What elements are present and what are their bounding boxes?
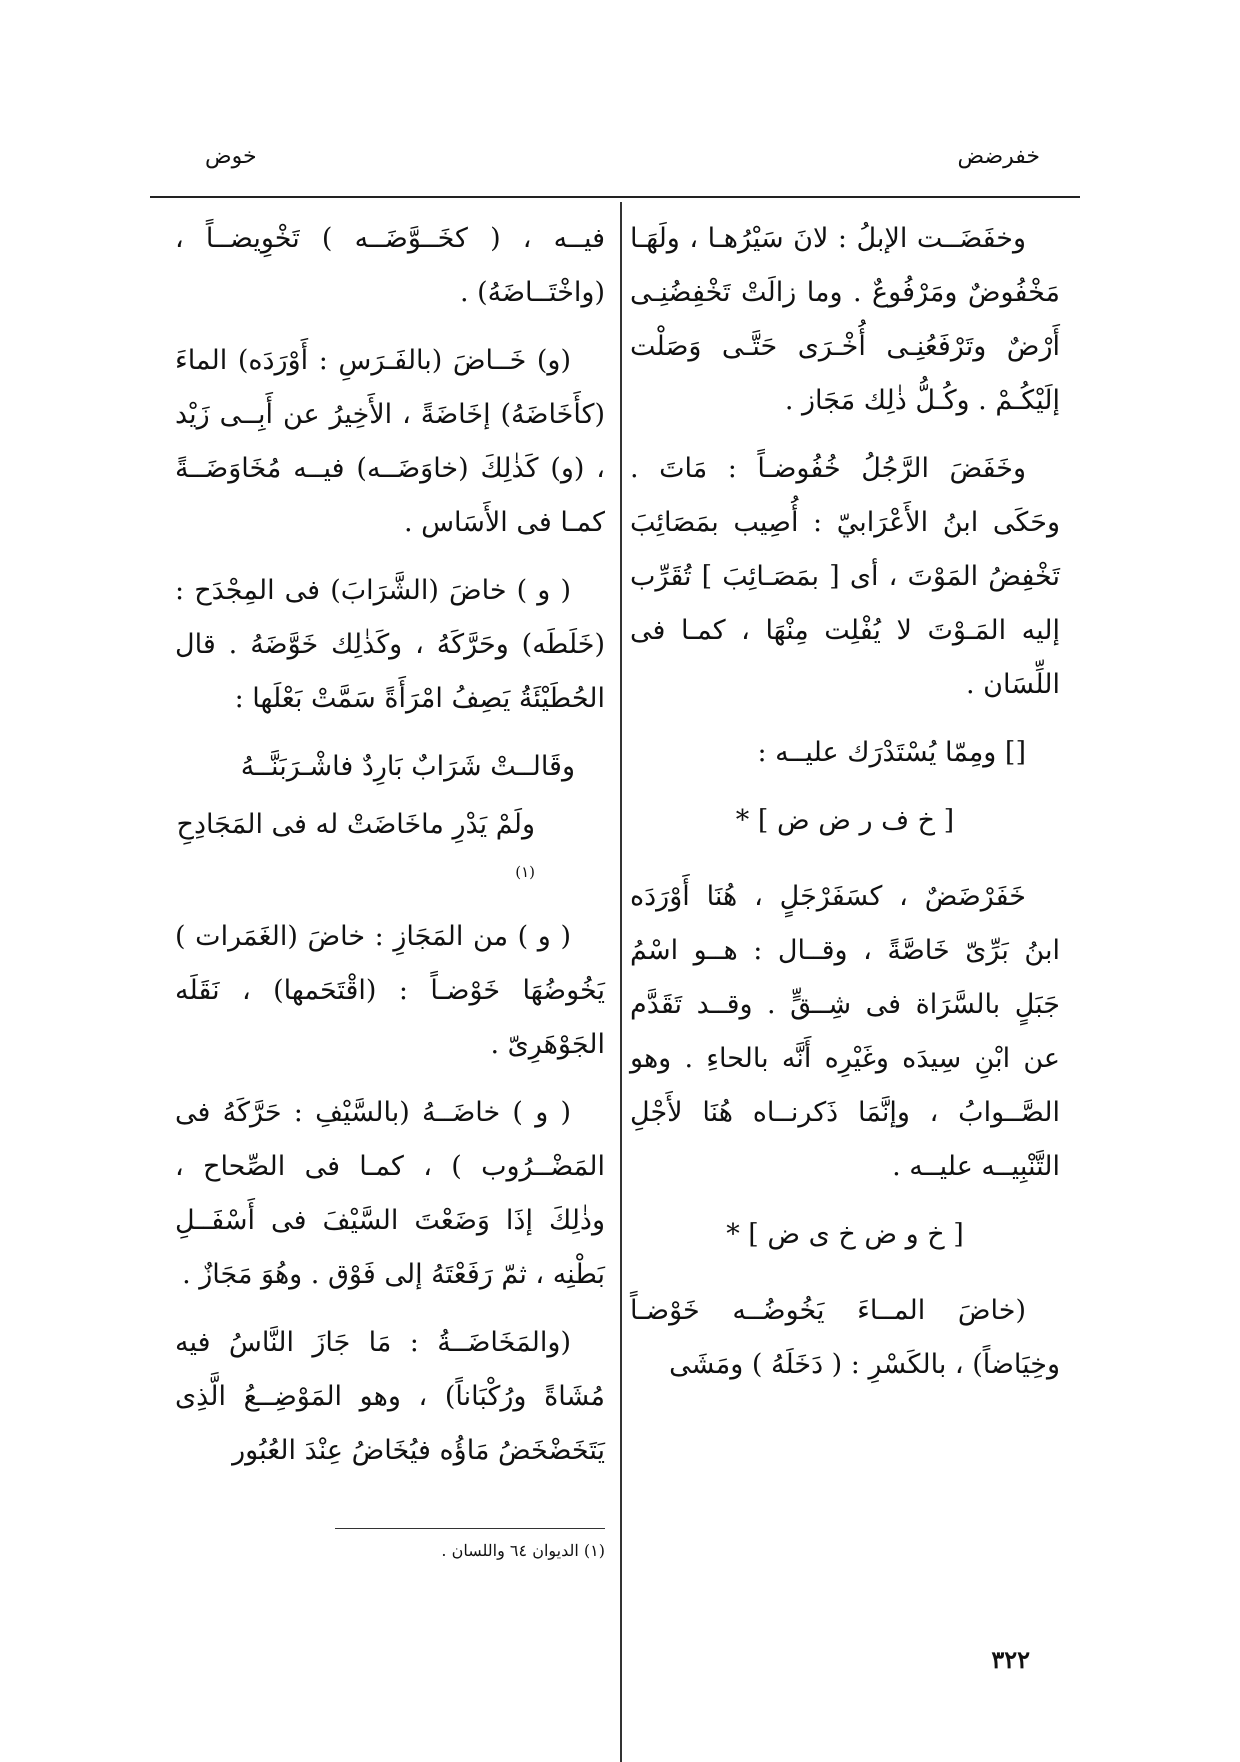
entry-heading: [ خ ف ر ض ض ] * bbox=[735, 805, 955, 836]
footnote-marker: (١) bbox=[515, 863, 535, 881]
header-rule bbox=[150, 196, 1080, 198]
verse-line: وقَالــتْ شَرَابٌ بَارِدٌ فاشْـرَبَنَّــهُ bbox=[240, 751, 575, 782]
footnote-rule bbox=[335, 1528, 605, 1529]
verse-text: ولَمْ يَدْرِ ماخَاضَتْ له فى المَجَادِحِ bbox=[176, 809, 535, 840]
paragraph: ( و ) من المَجَازِ : خاضَ (الغَمَرات ) يَخُوضُهَا خَوْضـاً : (اقْتَحَمها) ، نَقَلَه الجَوْهَرِىّ . bbox=[175, 921, 605, 1060]
left-column bbox=[175, 212, 605, 1492]
paragraph: فيــه ، ( كخَــوَّضَــه ) تَخْوِيضــاً ، (واخْتَــاضَهُ) . bbox=[175, 223, 605, 308]
header-keyword-left: خوض bbox=[205, 144, 257, 169]
paragraph: (والمَخَاضَــةُ : مَا جَازَ النَّاسُ فيه مُشَاةً ورُكْبَاناً) ، وهو المَوْضِــعُ الَّذِى يَتَخَضْخَضُ مَاؤُه فيُخَاضُ عِنْدَ العُبُور bbox=[175, 1327, 605, 1466]
paragraph: ( و ) خاضَ (الشَّرَابَ) فى المِجْدَح : (خَلَطَه) وحَرَّكَهُ ، وكَذٰلِك خَوَّضَهُ . قال الحُطَيْئَةُ يَصِفُ امْرَأَةً سَمَّتْ بَعْلَها : bbox=[175, 575, 605, 714]
paragraph: (و) خَــاضَ (بالفَـرَسِ : أَوْرَدَه) الماءَ (كأَخَاضَهُ) إخَاضَةً ، الأَخِيرُ عن أَبِــى زَيْد ، (و) كَذٰلِكَ (خاوَضَــه) فيــه مُخَاوَضَــةً كمـا فى الأَسَاس . bbox=[175, 345, 605, 538]
paragraph: وخَفَضَ الرَّجُلُ خُفُوضـاً : مَاتَ . وحَكَى ابنُ الأَعْرَابيّ : أُصِيب بمَصَائِبَ تَخْفِضُ المَوْتَ ، أى [ بمَصَـائِبَ ] تُقَرِّب إليه المَـوْتَ لا يُفْلِت مِنْهَا ، كمـا فى اللِّسَان . bbox=[630, 453, 1060, 700]
entry-paragraph: خَفَرْضَضٌ ، كسَفَرْجَلٍ ، هُنَا أَوْرَدَه ابنُ بَرِّىّ خَاصَّةً ، وقــال : هــو اسْمُ جَبَلٍ بالسَّرَاة فى شِــقٍّ . وقــد تَقَدَّم عن ابْنِ سِيدَه وغَيْرِه أَنَّه بالحاءِ . وهو الصَّــوابُ ، وإنَّمَا ذَكرنــاه هُنَا لأَجْلِ التَّنْبِيــه عليــه . bbox=[630, 881, 1060, 1182]
paragraph: وخفَضَــت الإبلُ : لانَ سَيْرُهـا ، ولَهَـا مَخْفُوضٌ ومَرْفُوعٌ . وما زالَتْ تَخْفِضُنِـى أَرْضٌ وتَرْفَعُنِـى أُخْـرَى حَتَّـى وَصَلْت إلَيْكُـمْ . وكُـلُّ ذٰلِك مَجَاز . bbox=[630, 223, 1060, 416]
footnote: (١) الديوان ٦٤ واللسان . bbox=[441, 1541, 605, 1560]
header-keyword-right: خفرضض bbox=[957, 144, 1040, 169]
column-divider bbox=[620, 202, 622, 1762]
entry-heading: [ خ و ض خ ى ض ] * bbox=[726, 1219, 964, 1250]
right-column bbox=[630, 212, 1060, 1406]
mustadrak-label: [] ومِمّا يُسْتَدْرَك عليــه : bbox=[757, 737, 1026, 768]
entry-paragraph: (خاضَ المــاءَ يَخُوضُــه خَوْضـاً وخِيَاضاً) ، بالكَسْرِ : ( دَخَلَهُ ) ومَشَى bbox=[630, 1295, 1060, 1380]
page-number: ٣٢٢ bbox=[991, 1645, 1030, 1674]
paragraph: ( و ) خاضَــهُ (بالسَّيْفِ : حَرَّكَهُ فى المَضْــرُوب ) ، كمـا فى الصِّحاح ، وذٰلِكَ إذَا وَضَعْتَ السَّيْفَ فى أَسْفَــلِ بَطْنِه ، ثمّ رَفَعْتَهُ إلى فَوْق . وهُوَ مَجَازٌ . bbox=[175, 1097, 605, 1290]
verse-line bbox=[175, 798, 605, 906]
